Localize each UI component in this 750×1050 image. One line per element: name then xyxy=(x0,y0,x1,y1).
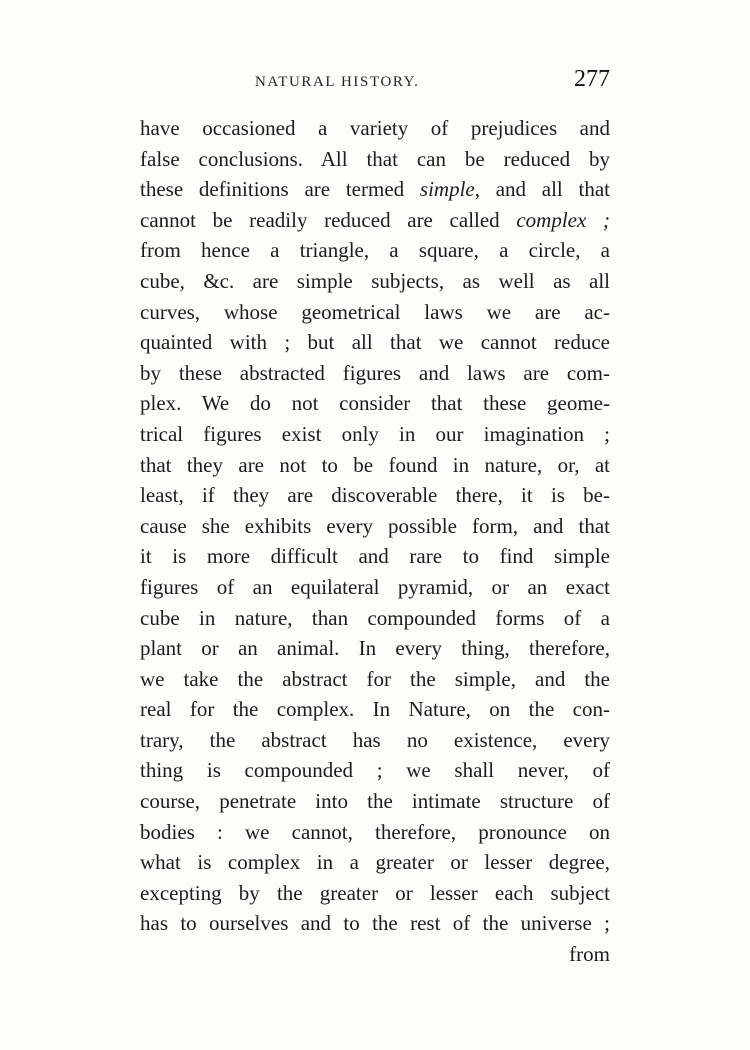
text-line xyxy=(140,144,610,175)
text-line xyxy=(140,755,610,786)
text-segment: plex. We do not consider that these geome- xyxy=(140,391,610,416)
text-line xyxy=(140,113,610,144)
text-line xyxy=(140,511,610,542)
body-text xyxy=(140,113,610,970)
text-line xyxy=(140,572,610,603)
text-segment: curves, whose geometrical laws we are ac- xyxy=(140,299,610,324)
text-segment: by these abstracted figures and laws are com- xyxy=(140,360,610,385)
text-segment: trical figures exist only in our imagination ; xyxy=(140,421,610,446)
text-segment: from hence a triangle, a square, a circle, a xyxy=(140,238,610,263)
text-segment: cube, &c. are simple subjects, as well as all xyxy=(140,268,610,293)
text-line xyxy=(140,235,610,266)
text-line xyxy=(140,603,610,634)
text-line xyxy=(140,878,610,909)
text-line xyxy=(140,480,610,511)
text-segment: trary, the abstract has no existence, every xyxy=(140,727,610,752)
text-segment: false conclusions. All that can be reduced by xyxy=(140,146,610,171)
text-segment: thing is compounded ; we shall never, of xyxy=(140,758,610,783)
text-line xyxy=(140,633,610,664)
text-line xyxy=(140,174,610,205)
text-line xyxy=(140,908,610,939)
text-segment: cause she exhibits every possible form, and that xyxy=(140,513,610,538)
page-header xyxy=(140,66,610,100)
text-line xyxy=(140,358,610,389)
text-line xyxy=(140,266,610,297)
italic-term: simple xyxy=(419,177,475,202)
text-segment: we take the abstract for the simple, and the xyxy=(140,666,610,691)
text-segment: bodies : we cannot, therefore, pronounce on xyxy=(140,819,610,844)
text-segment: real for the complex. In Nature, on the con- xyxy=(140,697,610,722)
text-segment: what is complex in a greater or lesser degree, xyxy=(140,850,610,875)
text-line xyxy=(140,725,610,756)
text-line xyxy=(140,817,610,848)
text-line xyxy=(140,450,610,481)
italic-term: complex ; xyxy=(516,207,610,232)
text-segment: quainted with ; but all that we cannot reduce xyxy=(140,330,610,355)
text-segment: course, penetrate into the intimate structure of xyxy=(140,789,610,814)
text-segment: these definitions are termed xyxy=(140,177,420,202)
text-line xyxy=(140,327,610,358)
text-line xyxy=(140,786,610,817)
text-segment: that they are not to be found in nature, or, at xyxy=(140,452,610,477)
text-line xyxy=(140,664,610,695)
text-line xyxy=(140,205,610,236)
text-segment: least, if they are discoverable there, it is be- xyxy=(140,483,610,508)
page-number: 277 xyxy=(574,66,610,92)
text-segment: cannot be readily reduced are called xyxy=(140,207,517,232)
text-segment: has to ourselves and to the rest of the universe ; xyxy=(140,911,610,936)
catchword xyxy=(140,939,610,970)
text-segment: , and all that xyxy=(474,177,610,202)
text-line xyxy=(140,297,610,328)
text-line xyxy=(140,388,610,419)
text-segment: plant or an animal. In every thing, therefore, xyxy=(140,636,610,661)
text-segment: figures of an equilateral pyramid, or an exact xyxy=(140,574,610,599)
text-segment: excepting by the greater or lesser each subject xyxy=(140,880,610,905)
text-line xyxy=(140,847,610,878)
text-line xyxy=(140,541,610,572)
text-segment: it is more difficult and rare to find simple xyxy=(140,544,610,569)
text-line xyxy=(140,419,610,450)
text-segment: from xyxy=(569,942,610,967)
text-segment: cube in nature, than compounded forms of a xyxy=(140,605,610,630)
text-segment: have occasioned a variety of prejudices and xyxy=(140,116,610,140)
text-line xyxy=(140,694,610,725)
running-title: NATURAL HISTORY. xyxy=(255,74,420,90)
